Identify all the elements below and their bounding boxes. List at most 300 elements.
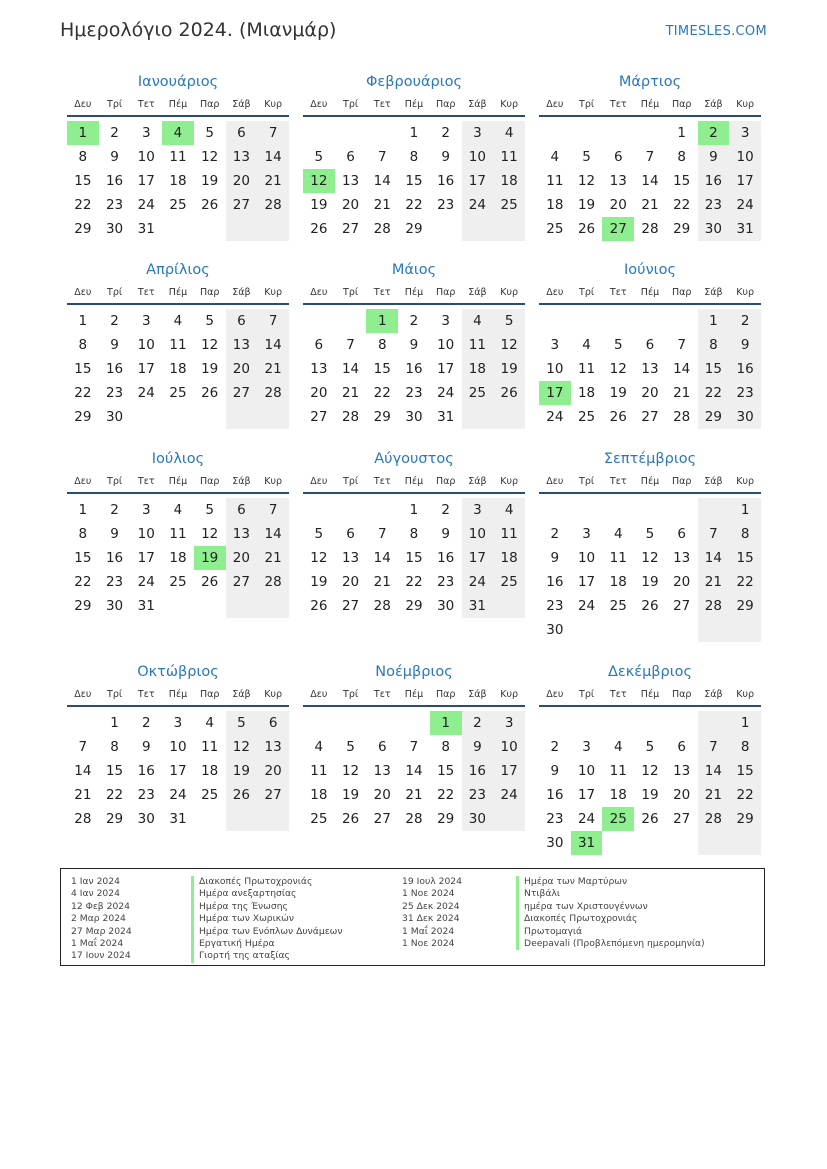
calendar-day[interactable]: 2 [462,711,494,735]
calendar-day[interactable]: 20 [673,787,691,803]
calendar-day[interactable]: 29 [729,807,761,831]
calendar-day[interactable]: 3 [441,313,450,329]
calendar-day[interactable]: 10 [137,526,155,542]
calendar-day[interactable]: 6 [677,739,686,755]
calendar-day[interactable]: 3 [141,502,151,518]
calendar-day[interactable]: 4 [173,313,183,329]
calendar-day[interactable]: 29 [437,811,455,827]
calendar-day[interactable]: 18 [462,357,494,381]
calendar-day[interactable]: 22 [405,197,423,213]
calendar-day[interactable]: 5 [226,711,258,735]
calendar-day[interactable]: 10 [137,337,155,353]
calendar-day[interactable]: 7 [257,309,289,333]
calendar-day[interactable]: 13 [226,333,258,357]
calendar-day[interactable]: 24 [169,787,187,803]
calendar-day[interactable]: 2 [698,121,730,145]
calendar-day[interactable]: 30 [105,409,124,425]
calendar-day[interactable]: 28 [257,570,289,594]
calendar-day[interactable]: 10 [577,550,596,566]
calendar-day[interactable]: 14 [698,759,730,783]
calendar-day[interactable]: 10 [577,763,596,779]
calendar-day[interactable]: 15 [405,550,423,566]
calendar-day[interactable]: 8 [409,526,419,542]
calendar-day[interactable]: 6 [314,337,324,353]
calendar-day[interactable]: 18 [169,361,187,377]
calendar-day[interactable]: 2 [550,526,560,542]
calendar-day[interactable]: 28 [74,811,92,827]
calendar-day[interactable]: 10 [546,361,564,377]
calendar-day[interactable]: 23 [437,574,455,590]
calendar-day[interactable]: 19 [641,574,659,590]
calendar-day[interactable]: 25 [201,787,219,803]
calendar-day[interactable]: 20 [341,197,360,213]
calendar-day[interactable]: 9 [110,526,119,542]
calendar-day[interactable]: 12 [201,149,219,165]
calendar-day[interactable]: 28 [641,221,659,237]
calendar-day[interactable]: 6 [677,526,686,542]
calendar-day[interactable]: 18 [493,169,525,193]
calendar-day[interactable]: 10 [729,145,761,169]
calendar-day[interactable]: 17 [577,787,596,803]
calendar-day[interactable]: 1 [110,715,119,731]
calendar-day[interactable]: 15 [74,361,92,377]
calendar-day[interactable]: 9 [729,333,761,357]
calendar-day[interactable]: 31 [729,217,761,241]
calendar-day[interactable]: 25 [546,221,564,237]
calendar-day[interactable]: 13 [257,735,289,759]
calendar-day[interactable]: 2 [110,313,119,329]
calendar-day[interactable]: 8 [698,333,730,357]
calendar-day[interactable]: 12 [201,337,219,353]
calendar-day[interactable]: 8 [78,337,88,353]
calendar-day[interactable]: 24 [137,574,155,590]
calendar-day[interactable]: 20 [373,787,391,803]
calendar-day[interactable]: 1 [409,502,419,518]
calendar-day[interactable]: 23 [462,783,494,807]
calendar-day[interactable]: 22 [405,574,423,590]
calendar-day[interactable]: 7 [377,526,387,542]
calendar-day[interactable]: 27 [257,783,289,807]
calendar-day[interactable]: 2 [550,739,560,755]
calendar-day[interactable]: 15 [74,550,92,566]
calendar-day[interactable]: 26 [226,783,258,807]
calendar-day[interactable]: 9 [409,337,419,353]
calendar-day[interactable]: 8 [78,149,88,165]
calendar-day[interactable]: 8 [729,735,761,759]
calendar-day[interactable]: 28 [341,409,360,425]
calendar-day[interactable]: 3 [141,125,151,141]
calendar-day[interactable]: 24 [137,385,155,401]
calendar-day[interactable]: 12 [641,763,659,779]
calendar-day[interactable]: 29 [105,811,124,827]
calendar-day[interactable]: 22 [673,197,691,213]
calendar-day[interactable]: 19 [577,197,596,213]
calendar-day[interactable]: 7 [698,735,730,759]
calendar-day[interactable]: 2 [141,715,151,731]
calendar-day[interactable]: 19 [641,787,659,803]
calendar-day[interactable]: 20 [310,385,328,401]
calendar-day[interactable]: 14 [698,546,730,570]
calendar-day[interactable]: 31 [137,598,155,614]
calendar-day[interactable]: 21 [405,787,423,803]
calendar-day[interactable]: 27 [341,221,360,237]
calendar-day[interactable]: 21 [373,197,391,213]
calendar-day[interactable]: 6 [226,121,258,145]
calendar-day[interactable]: 26 [201,385,219,401]
calendar-day[interactable]: 11 [546,173,564,189]
calendar-day[interactable]: 4 [613,526,623,542]
calendar-day[interactable]: 13 [609,173,627,189]
calendar-day[interactable]: 7 [257,121,289,145]
calendar-day[interactable]: 5 [493,309,525,333]
calendar-day[interactable]: 26 [577,221,596,237]
calendar-day[interactable]: 29 [405,221,423,237]
calendar-day[interactable]: 14 [641,173,659,189]
calendar-day[interactable]: 8 [78,526,88,542]
calendar-day[interactable]: 24 [577,598,596,614]
calendar-day[interactable]: 23 [405,385,423,401]
calendar-day[interactable]: 30 [462,807,494,831]
calendar-day[interactable]: 15 [105,763,124,779]
calendar-day[interactable]: 20 [341,574,360,590]
calendar-day[interactable]: 11 [577,361,596,377]
calendar-day[interactable]: 17 [169,763,187,779]
calendar-day[interactable]: 17 [729,169,761,193]
calendar-day[interactable]: 17 [462,169,494,193]
calendar-day[interactable]: 13 [310,361,328,377]
calendar-day[interactable]: 6 [377,739,387,755]
calendar-day[interactable]: 17 [493,759,525,783]
calendar-day[interactable]: 11 [462,333,494,357]
calendar-day[interactable]: 12 [609,361,627,377]
calendar-day[interactable]: 9 [441,149,450,165]
calendar-day[interactable]: 24 [729,193,761,217]
calendar-day[interactable]: 5 [645,739,655,755]
calendar-day[interactable]: 26 [310,221,328,237]
calendar-day[interactable]: 27 [226,193,258,217]
calendar-day[interactable]: 19 [609,385,627,401]
calendar-day[interactable]: 17 [577,574,596,590]
calendar-day[interactable]: 30 [405,409,423,425]
calendar-day[interactable]: 5 [205,313,214,329]
calendar-day[interactable]: 7 [377,149,387,165]
calendar-day[interactable]: 27 [373,811,391,827]
calendar-day[interactable]: 1 [729,498,761,522]
calendar-day[interactable]: 19 [310,197,328,213]
calendar-day[interactable]: 3 [729,121,761,145]
calendar-day[interactable]: 4 [493,121,525,145]
calendar-day[interactable]: 30 [546,835,564,851]
calendar-day[interactable]: 18 [546,197,564,213]
calendar-day[interactable]: 26 [201,197,219,213]
calendar-day[interactable]: 14 [74,763,92,779]
calendar-day[interactable]: 20 [641,385,659,401]
calendar-day[interactable]: 25 [169,574,187,590]
calendar-day[interactable]: 3 [462,498,494,522]
calendar-day[interactable]: 6 [257,711,289,735]
calendar-day[interactable]: 22 [74,574,92,590]
calendar-day[interactable]: 20 [226,357,258,381]
calendar-day[interactable]: 18 [201,763,219,779]
calendar-day[interactable]: 5 [205,502,214,518]
calendar-day[interactable]: 18 [577,385,596,401]
calendar-day[interactable]: 8 [677,149,686,165]
calendar-day[interactable]: 27 [226,570,258,594]
calendar-day[interactable]: 14 [673,361,691,377]
calendar-day[interactable]: 1 [78,502,88,518]
calendar-day[interactable]: 8 [441,739,450,755]
calendar-day[interactable]: 19 [194,546,226,570]
calendar-day[interactable]: 4 [205,715,214,731]
calendar-day[interactable]: 18 [169,550,187,566]
calendar-day[interactable]: 5 [582,149,591,165]
calendar-day[interactable]: 8 [729,522,761,546]
calendar-day[interactable]: 30 [729,405,761,429]
calendar-day[interactable]: 30 [698,217,730,241]
calendar-day[interactable]: 30 [137,811,155,827]
calendar-day[interactable]: 20 [609,197,627,213]
calendar-day[interactable]: 3 [582,526,591,542]
calendar-day[interactable]: 16 [405,361,423,377]
calendar-day[interactable]: 15 [373,361,391,377]
calendar-day[interactable]: 1 [430,711,462,735]
calendar-day[interactable]: 28 [373,221,391,237]
calendar-day[interactable]: 27 [673,811,691,827]
calendar-day[interactable]: 15 [729,546,761,570]
calendar-day[interactable]: 3 [550,337,560,353]
calendar-day[interactable]: 24 [493,783,525,807]
calendar-day[interactable]: 4 [550,149,560,165]
calendar-day[interactable]: 16 [546,574,564,590]
calendar-day[interactable]: 25 [602,807,634,831]
calendar-day[interactable]: 12 [201,526,219,542]
calendar-day[interactable]: 22 [74,197,92,213]
calendar-day[interactable]: 18 [493,546,525,570]
calendar-day[interactable]: 17 [137,173,155,189]
calendar-day[interactable]: 21 [698,570,730,594]
calendar-day[interactable]: 25 [169,385,187,401]
calendar-day[interactable]: 27 [602,217,634,241]
calendar-day[interactable]: 25 [462,381,494,405]
calendar-day[interactable]: 13 [641,361,659,377]
calendar-day[interactable]: 16 [729,357,761,381]
calendar-day[interactable]: 5 [205,125,214,141]
calendar-day[interactable]: 16 [105,173,124,189]
calendar-day[interactable]: 25 [493,193,525,217]
site-logo[interactable]: TIMESLES.COM [665,24,767,39]
calendar-day[interactable]: 11 [493,145,525,169]
calendar-day[interactable]: 11 [169,337,187,353]
calendar-day[interactable]: 1 [366,309,398,333]
calendar-day[interactable]: 9 [550,763,560,779]
calendar-day[interactable]: 15 [729,759,761,783]
calendar-day[interactable]: 1 [729,711,761,735]
calendar-day[interactable]: 19 [201,361,219,377]
calendar-day[interactable]: 20 [226,546,258,570]
calendar-day[interactable]: 26 [201,574,219,590]
calendar-day[interactable]: 27 [226,381,258,405]
calendar-day[interactable]: 29 [74,409,92,425]
calendar-day[interactable]: 3 [141,313,151,329]
calendar-day[interactable]: 14 [257,522,289,546]
calendar-day[interactable]: 16 [105,361,124,377]
calendar-day[interactable]: 23 [437,197,455,213]
calendar-day[interactable]: 18 [609,574,627,590]
calendar-day[interactable]: 16 [437,173,455,189]
calendar-day[interactable]: 18 [609,787,627,803]
calendar-day[interactable]: 15 [405,173,423,189]
calendar-day[interactable]: 14 [405,763,423,779]
calendar-day[interactable]: 26 [310,598,328,614]
calendar-day[interactable]: 2 [441,502,450,518]
calendar-day[interactable]: 12 [226,735,258,759]
calendar-day[interactable]: 2 [110,502,119,518]
calendar-day[interactable]: 14 [373,550,391,566]
calendar-day[interactable]: 6 [613,149,623,165]
calendar-day[interactable]: 8 [409,149,419,165]
calendar-day[interactable]: 17 [137,550,155,566]
calendar-day[interactable]: 30 [105,221,124,237]
calendar-day[interactable]: 5 [613,337,623,353]
calendar-day[interactable]: 27 [341,598,360,614]
calendar-day[interactable]: 25 [310,811,328,827]
calendar-day[interactable]: 15 [437,763,455,779]
calendar-day[interactable]: 23 [546,598,564,614]
calendar-day[interactable]: 17 [137,361,155,377]
calendar-day[interactable]: 31 [437,409,455,425]
calendar-day[interactable]: 21 [373,574,391,590]
calendar-day[interactable]: 21 [257,169,289,193]
calendar-day[interactable]: 3 [582,739,591,755]
calendar-day[interactable]: 27 [673,598,691,614]
calendar-day[interactable]: 21 [698,783,730,807]
calendar-day[interactable]: 19 [310,574,328,590]
calendar-day[interactable]: 26 [641,598,659,614]
calendar-day[interactable]: 11 [169,149,187,165]
calendar-day[interactable]: 13 [341,173,360,189]
calendar-day[interactable]: 11 [609,763,627,779]
calendar-day[interactable]: 23 [546,811,564,827]
calendar-day[interactable]: 5 [645,526,655,542]
calendar-day[interactable]: 12 [493,333,525,357]
calendar-day[interactable]: 6 [226,309,258,333]
calendar-day[interactable]: 9 [550,550,560,566]
calendar-day[interactable]: 6 [346,149,355,165]
calendar-day[interactable]: 16 [437,550,455,566]
calendar-day[interactable]: 7 [645,149,655,165]
calendar-day[interactable]: 1 [677,125,686,141]
calendar-day[interactable]: 10 [462,145,494,169]
calendar-day[interactable]: 4 [462,309,494,333]
calendar-day[interactable]: 28 [373,598,391,614]
calendar-day[interactable]: 23 [105,197,124,213]
calendar-day[interactable]: 19 [493,357,525,381]
calendar-day[interactable]: 22 [729,570,761,594]
calendar-day[interactable]: 28 [673,409,691,425]
calendar-day[interactable]: 28 [257,381,289,405]
calendar-day[interactable]: 12 [341,763,360,779]
calendar-day[interactable]: 9 [441,526,450,542]
calendar-day[interactable]: 25 [493,570,525,594]
calendar-day[interactable]: 3 [462,121,494,145]
calendar-day[interactable]: 22 [729,783,761,807]
calendar-day[interactable]: 29 [698,405,730,429]
calendar-day[interactable]: 7 [346,337,355,353]
calendar-day[interactable]: 24 [462,570,494,594]
calendar-day[interactable]: 18 [310,787,328,803]
calendar-day[interactable]: 29 [373,409,391,425]
calendar-day[interactable]: 9 [110,337,119,353]
calendar-day[interactable]: 7 [78,739,88,755]
calendar-day[interactable]: 10 [169,739,187,755]
calendar-day[interactable]: 5 [314,149,324,165]
calendar-day[interactable]: 30 [437,598,455,614]
calendar-day[interactable]: 21 [74,787,92,803]
calendar-day[interactable]: 10 [493,735,525,759]
calendar-day[interactable]: 7 [409,739,419,755]
calendar-day[interactable]: 3 [493,711,525,735]
calendar-day[interactable]: 15 [698,357,730,381]
calendar-day[interactable]: 1 [409,125,419,141]
calendar-day[interactable]: 29 [74,598,92,614]
calendar-day[interactable]: 5 [314,526,324,542]
calendar-day[interactable]: 25 [169,197,187,213]
calendar-day[interactable]: 3 [173,715,183,731]
calendar-day[interactable]: 19 [341,787,360,803]
calendar-day[interactable]: 21 [257,546,289,570]
calendar-day[interactable]: 5 [346,739,355,755]
calendar-day[interactable]: 17 [437,361,455,377]
calendar-day[interactable]: 2 [409,313,419,329]
calendar-day[interactable]: 28 [698,807,730,831]
calendar-day[interactable]: 20 [226,169,258,193]
calendar-day[interactable]: 14 [257,145,289,169]
calendar-day[interactable]: 23 [698,193,730,217]
calendar-day[interactable]: 12 [577,173,596,189]
calendar-day[interactable]: 10 [137,149,155,165]
calendar-day[interactable]: 24 [137,197,155,213]
calendar-day[interactable]: 10 [437,337,455,353]
calendar-day[interactable]: 29 [673,221,691,237]
calendar-day[interactable]: 30 [546,622,564,638]
calendar-day[interactable]: 21 [341,385,360,401]
calendar-day[interactable]: 22 [74,385,92,401]
calendar-day[interactable]: 30 [105,598,124,614]
calendar-day[interactable]: 11 [201,739,219,755]
calendar-day[interactable]: 15 [74,173,92,189]
calendar-day[interactable]: 23 [729,381,761,405]
calendar-day[interactable]: 14 [373,173,391,189]
calendar-day[interactable]: 7 [698,522,730,546]
calendar-day[interactable]: 13 [373,763,391,779]
calendar-day[interactable]: 23 [137,787,155,803]
calendar-day[interactable]: 16 [105,550,124,566]
calendar-day[interactable]: 27 [310,409,328,425]
calendar-day[interactable]: 4 [613,739,623,755]
calendar-day[interactable]: 1 [78,313,88,329]
calendar-day[interactable]: 7 [677,337,686,353]
calendar-day[interactable]: 11 [609,550,627,566]
calendar-day[interactable]: 12 [303,169,335,193]
calendar-day[interactable]: 7 [257,498,289,522]
calendar-day[interactable]: 2 [110,125,119,141]
calendar-day[interactable]: 15 [673,173,691,189]
calendar-day[interactable]: 4 [493,498,525,522]
calendar-day[interactable]: 26 [609,409,627,425]
calendar-day[interactable]: 13 [226,145,258,169]
calendar-day[interactable]: 4 [582,337,591,353]
calendar-day[interactable]: 24 [546,409,564,425]
